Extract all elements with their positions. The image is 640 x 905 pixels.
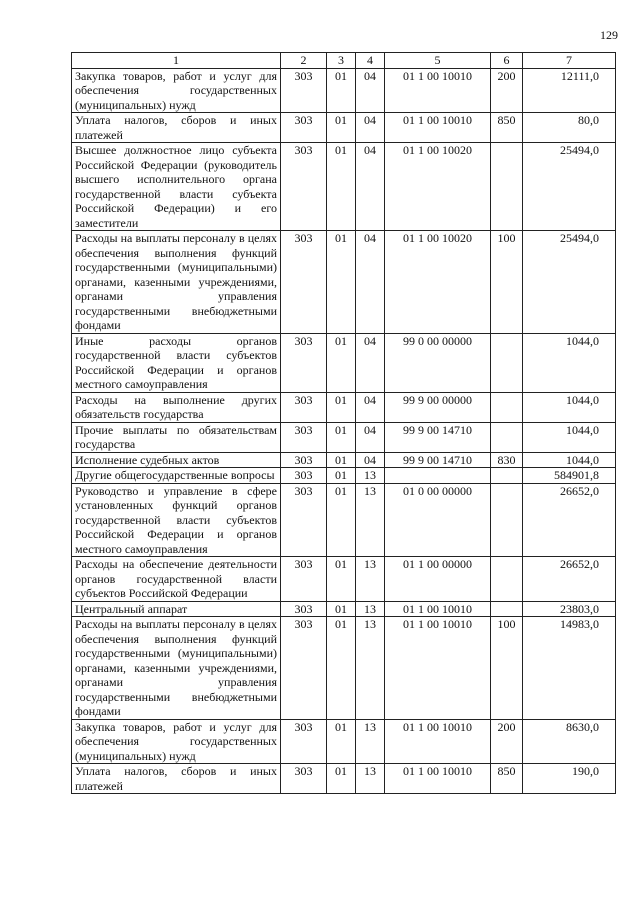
header-cell: 6 (491, 53, 523, 69)
subsection-code-cell: 04 (356, 452, 385, 468)
amount-cell: 1044,0 (523, 452, 616, 468)
subsection-code-cell: 04 (356, 333, 385, 392)
expense-name-cell: Другие общегосударственные вопросы (72, 468, 281, 484)
ministry-code-cell: 303 (281, 617, 327, 720)
expense-type-cell: 200 (491, 719, 523, 764)
section-code-cell: 01 (327, 452, 356, 468)
expense-type-cell (491, 483, 523, 557)
ministry-code-cell: 303 (281, 719, 327, 764)
expense-type-cell: 830 (491, 452, 523, 468)
expense-type-cell (491, 468, 523, 484)
table-row (72, 617, 616, 720)
ministry-code-cell: 303 (281, 143, 327, 231)
target-article-cell: 01 0 00 00000 (385, 483, 491, 557)
expense-name-cell: Исполнение судебных актов (72, 452, 281, 468)
expense-name-cell: Уплата налогов, сборов и иных платежей (72, 764, 281, 794)
subsection-code-cell: 13 (356, 601, 385, 617)
table-row (72, 333, 616, 392)
table-row (72, 392, 616, 422)
table-row (72, 764, 616, 794)
table-row (72, 231, 616, 334)
subsection-code-cell: 13 (356, 764, 385, 794)
section-code-cell: 01 (327, 719, 356, 764)
expense-type-cell: 100 (491, 617, 523, 720)
expense-type-cell (491, 143, 523, 231)
table-row (72, 557, 616, 602)
amount-cell: 12111,0 (523, 68, 616, 113)
target-article-cell: 01 1 00 00000 (385, 557, 491, 602)
expense-name-cell: Расходы на выплаты персоналу в целях обеспечения выполнения функций государственными (муниципальными) органами, казенными учреждениями, органами управления государственными внебюджетными фондами (72, 617, 281, 720)
section-code-cell: 01 (327, 422, 356, 452)
expense-type-cell: 850 (491, 113, 523, 143)
header-cell: 7 (523, 53, 616, 69)
ministry-code-cell: 303 (281, 468, 327, 484)
expense-type-cell (491, 422, 523, 452)
expense-type-cell: 100 (491, 231, 523, 334)
expense-name-cell: Закупка товаров, работ и услуг для обеспечения государственных (муниципальных) нужд (72, 68, 281, 113)
expense-name-cell: Центральный аппарат (72, 601, 281, 617)
header-cell: 5 (385, 53, 491, 69)
expense-name-cell: Высшее должностное лицо субъекта Российской Федерации (руководитель высшего исполнительного органа государственной власти субъекта Российской Федерации) и его заместители (72, 143, 281, 231)
section-code-cell: 01 (327, 617, 356, 720)
expense-name-cell: Иные расходы органов государственной власти субъектов Российской Федерации и органов местного самоуправления (72, 333, 281, 392)
amount-cell: 25494,0 (523, 231, 616, 334)
amount-cell: 584901,8 (523, 468, 616, 484)
target-article-cell: 99 9 00 14710 (385, 452, 491, 468)
section-code-cell: 01 (327, 764, 356, 794)
subsection-code-cell: 04 (356, 392, 385, 422)
table-row (72, 719, 616, 764)
target-article-cell: 01 1 00 10010 (385, 764, 491, 794)
expense-type-cell: 200 (491, 68, 523, 113)
expense-name-cell: Расходы на обеспечение деятельности органов государственной власти субъектов Российской Федерации (72, 557, 281, 602)
section-code-cell: 01 (327, 557, 356, 602)
table-header-row (72, 53, 616, 69)
expense-name-cell: Закупка товаров, работ и услуг для обеспечения государственных (муниципальных) нужд (72, 719, 281, 764)
expense-type-cell (491, 557, 523, 602)
table-row (72, 452, 616, 468)
target-article-cell: 01 1 00 10020 (385, 231, 491, 334)
amount-cell: 190,0 (523, 764, 616, 794)
amount-cell: 26652,0 (523, 557, 616, 602)
table-row (72, 143, 616, 231)
expense-type-cell (491, 601, 523, 617)
target-article-cell: 01 1 00 10010 (385, 601, 491, 617)
subsection-code-cell: 13 (356, 719, 385, 764)
target-article-cell: 01 1 00 10010 (385, 617, 491, 720)
target-article-cell: 01 1 00 10020 (385, 143, 491, 231)
header-cell: 4 (356, 53, 385, 69)
ministry-code-cell: 303 (281, 601, 327, 617)
ministry-code-cell: 303 (281, 333, 327, 392)
section-code-cell: 01 (327, 601, 356, 617)
section-code-cell: 01 (327, 231, 356, 334)
amount-cell: 26652,0 (523, 483, 616, 557)
page-number: 129 (600, 28, 618, 42)
subsection-code-cell: 04 (356, 231, 385, 334)
ministry-code-cell: 303 (281, 231, 327, 334)
header-cell: 2 (281, 53, 327, 69)
section-code-cell: 01 (327, 113, 356, 143)
section-code-cell: 01 (327, 333, 356, 392)
ministry-code-cell: 303 (281, 483, 327, 557)
subsection-code-cell: 04 (356, 113, 385, 143)
table-row (72, 68, 616, 113)
table-body (72, 68, 616, 794)
ministry-code-cell: 303 (281, 113, 327, 143)
table-row (72, 601, 616, 617)
target-article-cell: 01 1 00 10010 (385, 68, 491, 113)
amount-cell: 25494,0 (523, 143, 616, 231)
amount-cell: 14983,0 (523, 617, 616, 720)
amount-cell: 8630,0 (523, 719, 616, 764)
target-article-cell: 99 0 00 00000 (385, 333, 491, 392)
expense-name-cell: Руководство и управление в сфере установленных функций органов государственной власти субъектов Российской Федерации и органов местного самоуправления (72, 483, 281, 557)
ministry-code-cell: 303 (281, 452, 327, 468)
expense-type-cell (491, 392, 523, 422)
amount-cell: 1044,0 (523, 392, 616, 422)
expense-name-cell: Расходы на выполнение других обязательств государства (72, 392, 281, 422)
subsection-code-cell: 04 (356, 422, 385, 452)
target-article-cell: 99 9 00 14710 (385, 422, 491, 452)
table-row (72, 113, 616, 143)
ministry-code-cell: 303 (281, 557, 327, 602)
section-code-cell: 01 (327, 468, 356, 484)
target-article-cell: 01 1 00 10010 (385, 113, 491, 143)
amount-cell: 1044,0 (523, 333, 616, 392)
subsection-code-cell: 13 (356, 468, 385, 484)
ministry-code-cell: 303 (281, 68, 327, 113)
target-article-cell (385, 468, 491, 484)
header-cell: 1 (72, 53, 281, 69)
target-article-cell: 99 9 00 00000 (385, 392, 491, 422)
table-row (72, 422, 616, 452)
subsection-code-cell: 13 (356, 557, 385, 602)
table-row (72, 468, 616, 484)
expense-name-cell: Расходы на выплаты персоналу в целях обеспечения выполнения функций государственными (муниципальными) органами, казенными учреждениями, органами управления государственными внебюджетными фондами (72, 231, 281, 334)
amount-cell: 23803,0 (523, 601, 616, 617)
ministry-code-cell: 303 (281, 422, 327, 452)
expense-name-cell: Уплата налогов, сборов и иных платежей (72, 113, 281, 143)
section-code-cell: 01 (327, 392, 356, 422)
subsection-code-cell: 13 (356, 483, 385, 557)
amount-cell: 80,0 (523, 113, 616, 143)
section-code-cell: 01 (327, 483, 356, 557)
section-code-cell: 01 (327, 143, 356, 231)
amount-cell: 1044,0 (523, 422, 616, 452)
subsection-code-cell: 13 (356, 617, 385, 720)
ministry-code-cell: 303 (281, 764, 327, 794)
budget-table (71, 52, 616, 794)
expense-name-cell: Прочие выплаты по обязательствам государства (72, 422, 281, 452)
table-row (72, 483, 616, 557)
subsection-code-cell: 04 (356, 143, 385, 231)
subsection-code-cell: 04 (356, 68, 385, 113)
header-cell: 3 (327, 53, 356, 69)
expense-type-cell (491, 333, 523, 392)
section-code-cell: 01 (327, 68, 356, 113)
expense-type-cell: 850 (491, 764, 523, 794)
target-article-cell: 01 1 00 10010 (385, 719, 491, 764)
ministry-code-cell: 303 (281, 392, 327, 422)
